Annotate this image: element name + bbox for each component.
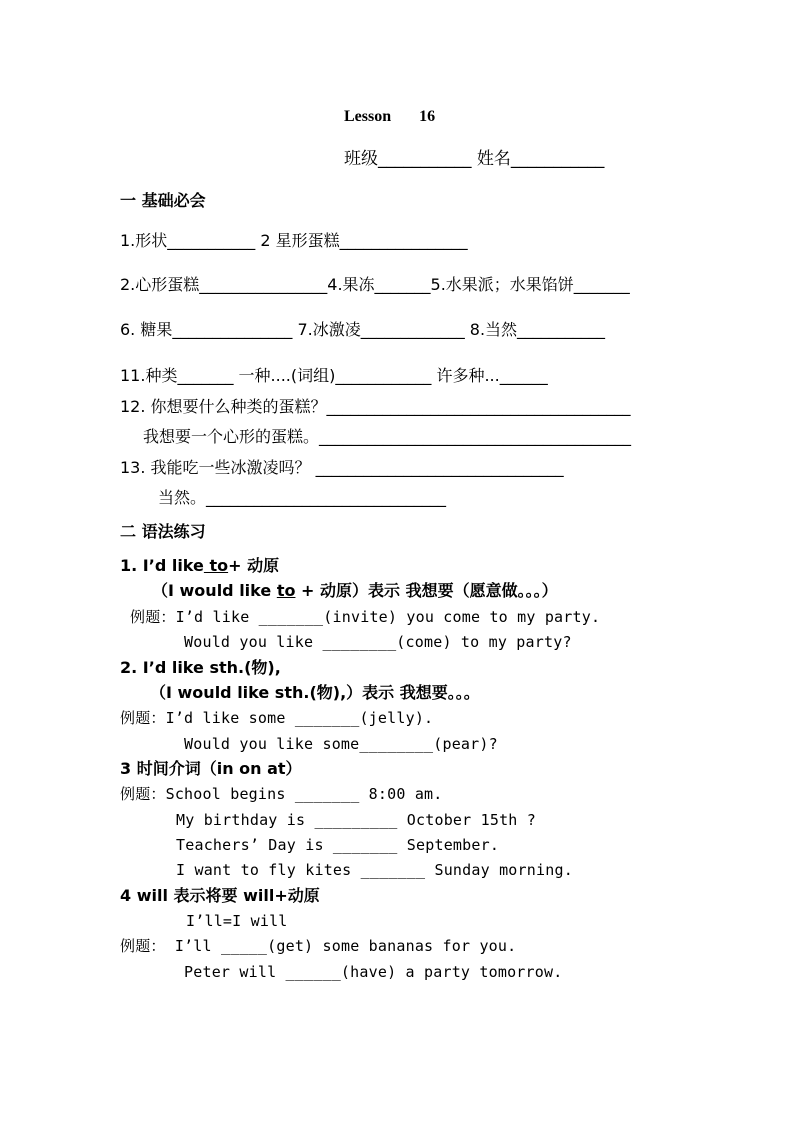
grammar-point-4-heading: 4 will 表示将要 will+动原 (120, 886, 320, 905)
point1-example-1: 例题：I’d like _______(invite) you come to my party. (130, 608, 601, 626)
vocab-line-4: 11.种类_______ 一种....(词组)____________ 许多种...______ (120, 366, 548, 385)
grammar-point-2-heading: 2. I’d like sth.(物), (120, 658, 281, 677)
lesson-label: Lesson (344, 108, 392, 125)
grammar-point-3-heading: 3 时间介词（in on at） (120, 759, 302, 778)
point3-example-3: Teachers’ Day is _______ September. (176, 836, 500, 854)
grammar-point-1-explanation (152, 580, 558, 602)
point1-head-to: to (203, 556, 229, 575)
point4-contraction: I’ll=I will (186, 912, 288, 930)
sentence-line-12: 12. 你想要什么种类的蛋糕？______________________________________ (120, 397, 631, 416)
vocab-line-3: 6. 糖果_______________ 7.冰激凌_____________ 8.当然___________ (120, 320, 606, 339)
point1-head-b: + 动原 (228, 556, 280, 575)
section2-heading: 二 语法练习 (120, 522, 206, 541)
point1-sub-b: + 动原）表示 我想要（愿意做。。。） (295, 581, 558, 600)
section1-heading: 一 基础必会 (120, 191, 206, 210)
point2-example-1: 例题：I’d like some _______(jelly). (120, 709, 434, 727)
class-field-label: 班级___________ (344, 149, 472, 169)
point1-example-2: Would you like ________(come) to my party? (184, 633, 572, 651)
point3-example-4: I want to fly kites _______ Sunday morning. (176, 861, 573, 879)
vocab-line-1: 1.形状___________ 2 星形蛋糕________________ (120, 231, 468, 250)
point2-example-2: Would you like some________(pear)? (184, 735, 498, 753)
student-info (344, 148, 604, 170)
point4-example-1: 例题： I’ll _____(get) some bananas for you. (120, 937, 517, 955)
point3-example-2: My birthday is _________ October 15th ? (176, 811, 536, 829)
grammar-point-1-heading (120, 555, 279, 577)
point4-example-2: Peter will ______(have) a party tomorrow. (184, 963, 563, 981)
sentence-line-12-answer: 我想要一个心形的蛋糕。_______________________________________ (143, 427, 632, 446)
sentence-line-13: 13. 我能吃一些冰激凌吗？ _______________________________ (120, 458, 564, 477)
name-field-label: 姓名___________ (476, 149, 605, 169)
point1-sub-to: to (276, 581, 296, 600)
lesson-number: 16 (419, 108, 436, 125)
vocab-line-2: 2.心形蛋糕________________4.果冻_______5.水果派；水果馅饼_______ (120, 275, 630, 294)
point3-example-1: 例题：School begins _______ 8:00 am. (120, 785, 443, 803)
point1-sub-a: （I would like (152, 581, 277, 600)
sentence-line-13-answer: 当然。______________________________ (158, 488, 447, 507)
grammar-point-2-explanation: （I would like sth.(物),）表示 我想要。。。 (150, 683, 480, 702)
lesson-title (344, 106, 435, 128)
point1-head-a: 1. I’d like (120, 556, 204, 575)
